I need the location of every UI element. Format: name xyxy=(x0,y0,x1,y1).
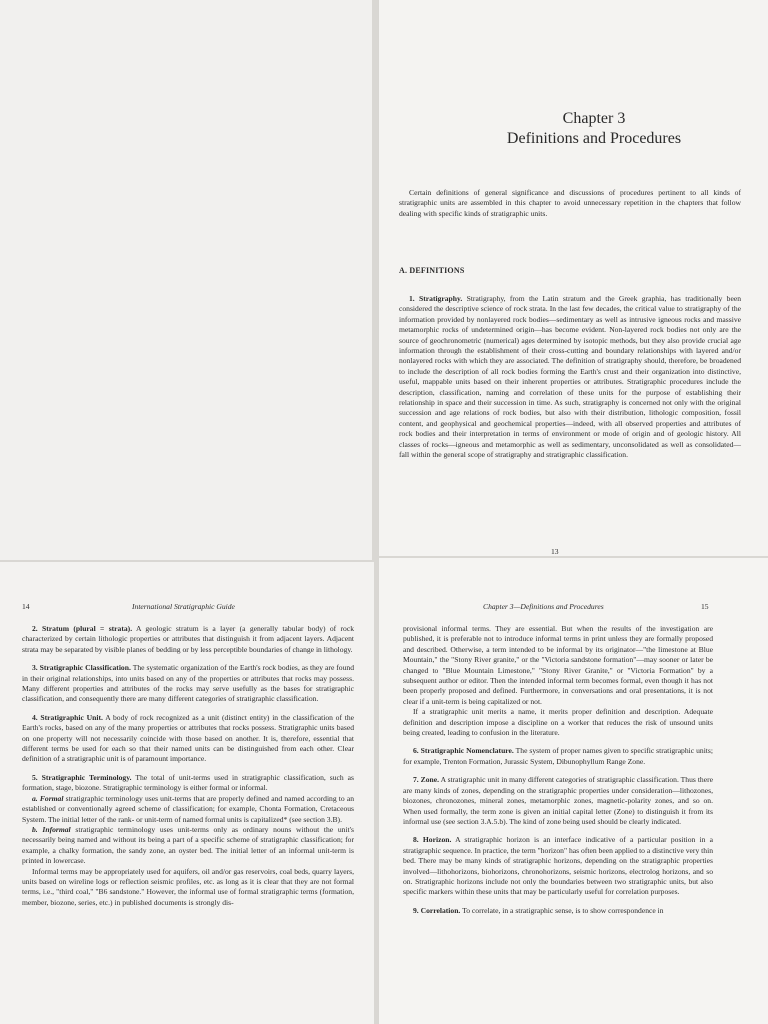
definition-correlation: 9. Correlation. To correlate, in a stratigraphic sense, is to show correspondence in xyxy=(413,905,664,915)
intro-paragraph xyxy=(399,188,741,219)
running-head: International Stratigraphic Guide xyxy=(132,602,235,611)
definition-stratigraphy xyxy=(399,294,741,461)
definition-stratum: 2. Stratum (plural = strata). A geologic stratum is a layer (a generally tabular body) of rock characterized by certain lithologic properties or attributes that distinguish it from adjacent layers. Adjacent strata may be separated by visible planes of bedding or by less perceptible boundaries of change in lithology. xyxy=(22,624,354,654)
page-15 xyxy=(378,558,768,1024)
section-heading: A. DEFINITIONS xyxy=(399,266,465,275)
definition-horizon: 8. Horizon. A stratigraphic horizon is an interface indicative of a particular position in a stratigraphic sequence. In practice, the term "horizon" has often been applied to a distinctive very thin bed. There may be many kinds of stratigraphic horizons, depending on the stratigraphic properties involved—lithohorizons, biohorizons, chronohorizons, seismic horizons, electrolog horizons, and so on. Stratigraphic horizons include not only the boundaries between two stratigraphic units, but also specific markers within these units that may be particularly useful for correlation purposes. xyxy=(403,835,713,897)
definition-stratigraphic-unit: 4. Stratigraphic Unit. A body of rock recognized as a unit (distinct entity) in the classification of the Earth's rocks, based on any of the many properties or attributes that rocks possess. Stratigraphic units based on one property will not necessarily coincide with those based on another. It is, therefore, essential that different terms be used for each so that their named units can be distinguished from each other. Clear definition of a stratigraphic unit is of paramount importance. xyxy=(22,712,355,764)
body-text-14 xyxy=(22,624,354,908)
term-stratigraphy: 1. Stratigraphy. xyxy=(409,294,463,303)
informal-terms-usage: Informal terms may be appropriately used for aquifers, oil and/or gas reservoirs, coal beds, quarry layers, units based on wireline logs or reflection seismic profiles, etc. as long as it is clear that they are not formal terms, i.e., "third coal," "B6 sandstone." However, the informal use of formal stratigraphic terms (formation, member, biozone, series, etc.) in published documents is strongly dis- xyxy=(22,866,354,907)
definition-zone: 7. Zone. A stratigraphic unit in many different categories of stratigraphic classification. Thus there are many kinds of zones, depending on the stratigraphic properties under consideration—lithozones, biozones, chronozones, mineral zones, metamorphic zones, magnetic-polarity zones, and so on. When used formally, the term zone is given an initial capital letter (Zone) to distinguish it from its informal use (see section 3.A.5.b). The kind of zone being used should be clearly indicated. xyxy=(403,775,713,826)
blank-page xyxy=(0,0,372,560)
page-number: 13 xyxy=(551,547,559,556)
running-head: Chapter 3—Definitions and Procedures xyxy=(483,602,604,611)
informal-terminology: b. Informal stratigraphic terminology uses unit-terms only as ordinary nouns without the unit's necessarily being named and without its being a part of a specific scheme of stratigraphic classification; for example, a chalky formation, the sandy zone, an oyster bed. The initial letter of an informal unit-term is printed in lowercase. xyxy=(22,824,354,866)
text-stratigraphy: Stratigraphy, from the Latin stratum and the Greek graphia, has traditionally been considered the descriptive science of rock strata. In the last few decades, the critical value to stratigraphy of the information provided by nonlayered rock bodies—sedimentary as well as intrusive igneous rocks and massive metamorphic rocks of undetermined origin—has become evident. Non-layered rock bodies not only are the source of geochronometric (numerical) ages determined by isotopic methods, but they also provide crucial age information through the establishment of their cross-cutting and boundary relationships with layered and/or nonlayered rocks with which they are associated. The definition of stratigraphy should, therefore, be broadened to include the description of all rock bodies forming the Earth's crust and their organization into distinctive, useful, mappable units based on their inherent properties or attributes. Stratigraphic procedures include the description, classification, naming and correlation of these units for the purpose of establishing their relationship in space and their succession in time. As such, stratigraphy is concerned not only with the original succession and age relations of rock bodies, but also with their distribution, lithologic composition, fossil content, and geophysical and geochemical properties—indeed, with all observed properties and attributes of rock bodies and their interpretation in terms of environment or mode of origin and of geologic history. All classes of rocks—igneous and metamorphic as well as sedimentary, unconsolidated as well as consolidated—fall within the general scope of stratigraphy and stratigraphic classification. xyxy=(399,294,741,460)
intro-text: Certain definitions of general significance and discussions of procedures pertinent to all kinds of stratigraphic units are assembled in this chapter to avoid unnecessary repetition in the chapters that follow dealing with specific kinds of stratigraphic units. xyxy=(399,188,741,218)
page-13 xyxy=(378,0,768,556)
chapter-number: Chapter 3 xyxy=(562,110,626,127)
continuation-text-2: If a stratigraphic unit merits a name, it merits proper definition and description. Adequate definition and description impose a discipline on a worker that reduces the risk of unsound units being created, leading to confusion in the literature. xyxy=(403,707,713,738)
page-number: 14 xyxy=(22,602,30,611)
body-text-15 xyxy=(403,624,713,916)
definition-stratigraphic-classification: 3. Stratigraphic Classification. The systematic organization of the Earth's rock bodies, as they are found in their original relationships, into units based on any of the properties or attributes that rocks may possess. Many different properties and attributes of the rocks may serve usefully as the bases for stratigraphic classification, and consequently there are many different categories of stratigraphic classification. xyxy=(22,663,354,704)
chapter-title: Definitions and Procedures xyxy=(506,130,682,147)
page-number: 15 xyxy=(701,602,709,611)
continuation-text: provisional informal terms. They are essential. But when the results of the investigation are published, it is preferable not to introduce informal terms in print unless they are formally proposed and described. Otherwise, a term intended to be informal by its originator—"the limestone at Blue Mountain," the "Stony River granite," or the "Victoria sandstone formation"—may sooner or later be changed to "Blue Mountain Limestone," "Stony River Granite," or "Victoria Formation" by a subsequent author or editor. Then the intended informal term becomes formal, even though it has not been properly proposed and defined. Furthermore, in conversations and oral presentations, it is not clear if a unit-term is being capitalized or not. xyxy=(403,624,713,706)
definition-stratigraphic-nomenclature: 6. Stratigraphic Nomenclature. The system of proper names given to specific stratigraphic units; for example, Trenton Formation, Jurassic System, Dibunophyllum Range Zone. xyxy=(403,746,713,766)
definition-stratigraphic-terminology: 5. Stratigraphic Terminology. The total of unit-terms used in stratigraphic classification, such as formation, stage, biozone. Stratigraphic terminology is either formal or informal. xyxy=(22,772,354,793)
formal-terminology: a. Formal stratigraphic terminology uses unit-terms that are properly defined and named according to an established or conventionally agreed scheme of classification; for example, Chonta Formation, Cretaceous System. The initial letter of the rank- or unit-term of named formal units is capitalized* (see section 3.B). xyxy=(22,793,354,824)
page-14 xyxy=(0,562,374,1024)
